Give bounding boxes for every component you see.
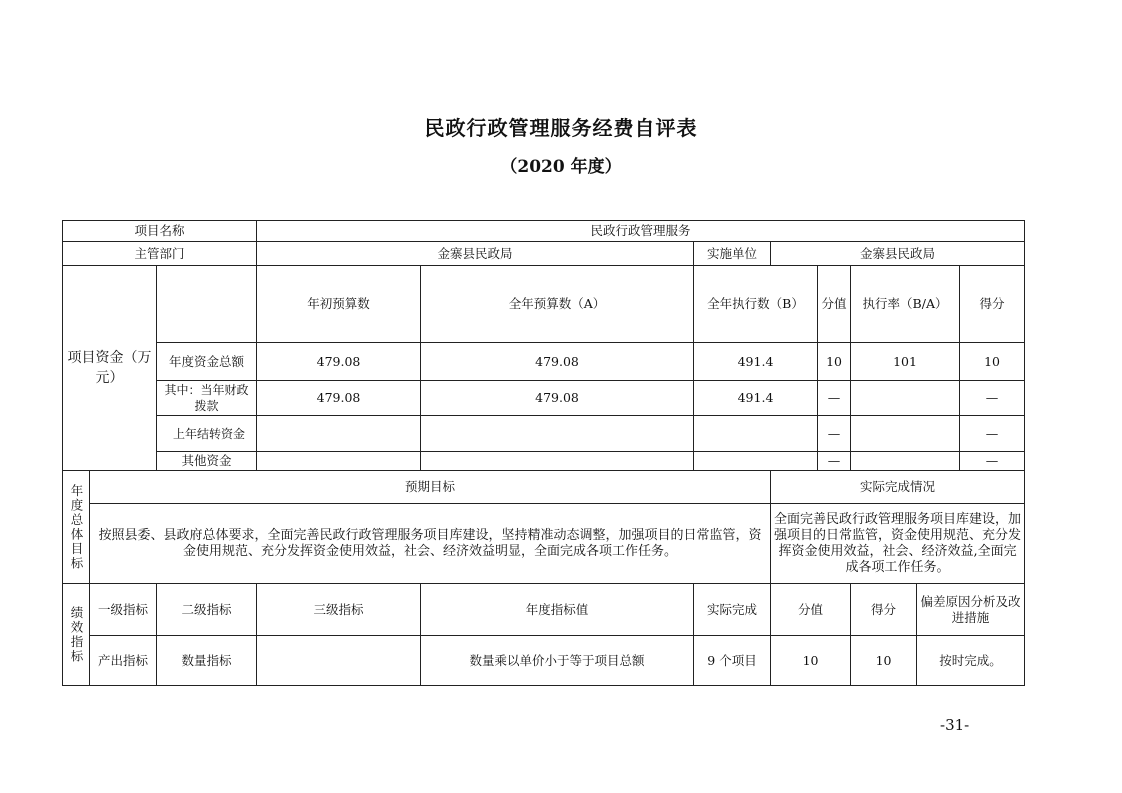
perf-analysis: 按时完成。 bbox=[917, 636, 1025, 686]
funds-section-label bbox=[63, 266, 157, 471]
perf-level2: 数量指标 bbox=[157, 636, 257, 686]
performance-header-row bbox=[63, 584, 1025, 636]
funds-got: 10 bbox=[960, 343, 1025, 381]
funds-header-row bbox=[63, 266, 1025, 343]
col-target: 年度指标值 bbox=[421, 584, 694, 636]
impl-label: 实施单位 bbox=[694, 242, 771, 266]
funds-row bbox=[63, 416, 1025, 452]
funds-row bbox=[63, 343, 1025, 381]
actual-goal-text: 全面完善民政行政管理服务项目库建设，加强项目的日常监管，资金使用规范、充分发挥资金使用效益，社会、经济效益,全面完成各项工作任务。 bbox=[771, 504, 1025, 584]
col-level1: 一级指标 bbox=[90, 584, 157, 636]
col-exec-rate: 执行率（B/A） bbox=[851, 266, 960, 343]
funds-rate bbox=[851, 381, 960, 416]
col-got: 得分 bbox=[960, 266, 1025, 343]
funds-initial bbox=[257, 416, 421, 452]
funds-exec bbox=[694, 452, 818, 471]
funds-annual: 479.08 bbox=[421, 381, 694, 416]
funds-row-label: 上年结转资金 bbox=[157, 416, 257, 452]
project-name-value: 民政行政管理服务 bbox=[257, 221, 1025, 242]
goals-header-row bbox=[63, 471, 1025, 504]
funds-score: — bbox=[818, 381, 851, 416]
col-level3: 三级指标 bbox=[257, 584, 421, 636]
col-initial-budget: 年初预算数 bbox=[257, 266, 421, 343]
goals-section-label: 年度总体目标 bbox=[63, 471, 90, 584]
funds-got: — bbox=[960, 381, 1025, 416]
funds-section-text: 项目资金（万元） bbox=[67, 350, 152, 386]
funds-blank-header bbox=[157, 266, 257, 343]
expected-goal-header: 预期目标 bbox=[90, 471, 771, 504]
funds-annual: 479.08 bbox=[421, 343, 694, 381]
funds-row-label: 年度资金总额 bbox=[157, 343, 257, 381]
funds-initial bbox=[257, 452, 421, 471]
funds-rate bbox=[851, 416, 960, 452]
perf-level1: 产出指标 bbox=[90, 636, 157, 686]
page-title: 民政行政管理服务经费自评表 bbox=[424, 116, 698, 140]
funds-exec: 491.4 bbox=[694, 343, 818, 381]
perf-score: 10 bbox=[771, 636, 851, 686]
project-name-row bbox=[63, 221, 1025, 242]
performance-row bbox=[63, 636, 1025, 686]
dept-label: 主管部门 bbox=[63, 242, 257, 266]
col-annual-budget: 全年预算数（A） bbox=[421, 266, 694, 343]
page-subtitle: （2020 年度） bbox=[500, 157, 622, 177]
dept-value: 金寨县民政局 bbox=[257, 242, 694, 266]
funds-exec: 491.4 bbox=[694, 381, 818, 416]
funds-row-label: 其他资金 bbox=[157, 452, 257, 471]
funds-row-label: 其中：当年财政拨款 bbox=[157, 381, 257, 416]
col-perf-score: 分值 bbox=[771, 584, 851, 636]
funds-score: — bbox=[818, 452, 851, 471]
funds-exec bbox=[694, 416, 818, 452]
funds-row bbox=[63, 452, 1025, 471]
col-actual: 实际完成 bbox=[694, 584, 771, 636]
col-annual-exec: 全年执行数（B） bbox=[694, 266, 818, 343]
funds-rate: 101 bbox=[851, 343, 960, 381]
goals-content-row bbox=[63, 504, 1025, 584]
funds-rate bbox=[851, 452, 960, 471]
col-perf-got: 得分 bbox=[851, 584, 917, 636]
col-score: 分值 bbox=[818, 266, 851, 343]
page-number: -31- bbox=[940, 716, 970, 734]
perf-target: 数量乘以单价小于等于项目总额 bbox=[421, 636, 694, 686]
funds-annual bbox=[421, 416, 694, 452]
funds-annual bbox=[421, 452, 694, 471]
perf-got: 10 bbox=[851, 636, 917, 686]
funds-got: — bbox=[960, 416, 1025, 452]
funds-initial: 479.08 bbox=[257, 343, 421, 381]
funds-score: — bbox=[818, 416, 851, 452]
funds-row bbox=[63, 381, 1025, 416]
col-analysis: 偏差原因分析及改进措施 bbox=[917, 584, 1025, 636]
department-row bbox=[63, 242, 1025, 266]
project-name-label: 项目名称 bbox=[63, 221, 257, 242]
self-evaluation-table bbox=[62, 220, 1025, 686]
perf-actual: 9 个项目 bbox=[694, 636, 771, 686]
actual-goal-header: 实际完成情况 bbox=[771, 471, 1025, 504]
perf-level3 bbox=[257, 636, 421, 686]
funds-got: — bbox=[960, 452, 1025, 471]
performance-section-label: 绩效指标 bbox=[63, 584, 90, 686]
funds-initial: 479.08 bbox=[257, 381, 421, 416]
col-level2: 二级指标 bbox=[157, 584, 257, 636]
expected-goal-text: 按照县委、县政府总体要求，全面完善民政行政管理服务项目库建设，坚持精准动态调整，加强项目的日常监管，资金使用规范、充分发挥资金使用效益，社会、经济效益明显，全面完成各项工作任务。 bbox=[90, 504, 771, 584]
funds-score: 10 bbox=[818, 343, 851, 381]
impl-value: 金寨县民政局 bbox=[771, 242, 1025, 266]
